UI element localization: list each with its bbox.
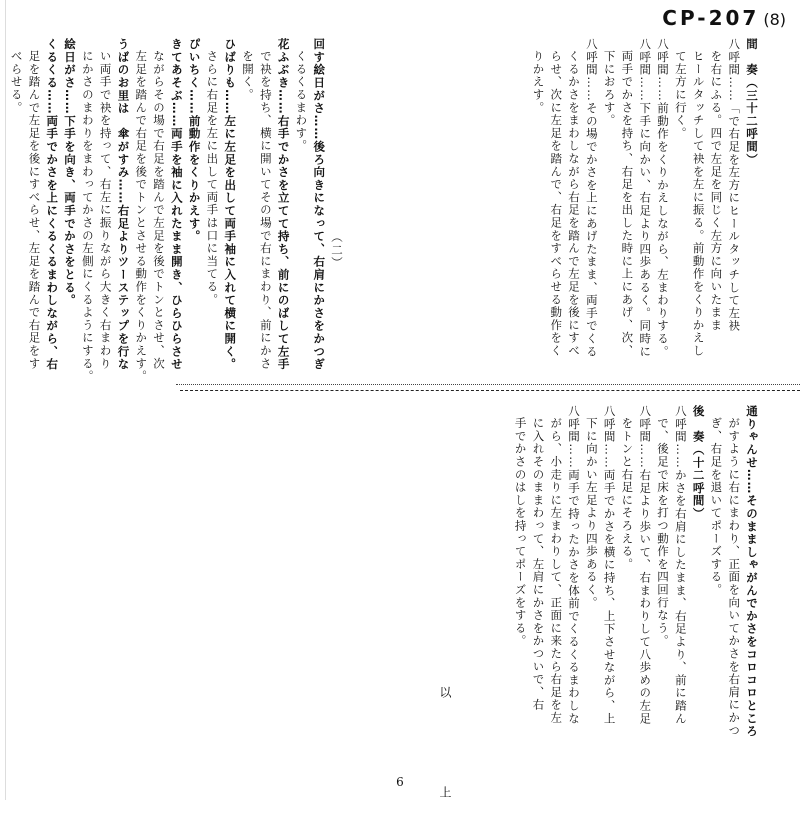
text-line: 八呼間……右足より歩いて、右まわりして八歩めの左足 [638,405,653,725]
page-number: 6 [396,775,404,789]
text-line: 八呼間……下手に向かい、右足より四歩あるく。同時に [638,38,653,358]
text-line: 八呼間……前動作をくりかえしながら、左まわりする。 [656,38,671,358]
text-line: 左足を踏んで右足を後でトンとさせる動作をくりかえす。 [134,50,149,383]
section-number: （二） [330,231,344,270]
text-line: がら、小走りに左まわりして、正面に来たら右足を左 [549,417,564,725]
text-line: ながらその場で右足を踏んで左足を後でトンとさせ、次 [152,50,167,370]
text-line: うばのお里は 傘がすみ……右足よりツーステップを行な [116,38,131,371]
text-line: で袂を持ち、横に開いてその場で右にまわり、前にかさ [258,50,273,370]
text-line: に入れそのままわって、左肩にかさをかついで、右 [531,417,546,712]
text-line: くるくるまわす。 [294,50,309,153]
text-line: ひばりも……左に左足を出して両手袖に入れて横に開く。 [223,38,238,371]
text-line: て左方に行く。 [673,50,688,140]
interlude-section [529,38,760,383]
text-line: 通りゃんせ……そのまましゃがんでかさをコロコロところ [745,405,759,738]
text-line: 花ふぶき……右手でかさを立てて持ち、前にのばして左手 [276,38,291,371]
scan-edge-shadow [5,0,6,800]
text-line: ぴいちく……前動作をくりかえす。 [187,38,202,243]
postlude-heading: 後 奏（十二呼間） [691,405,706,521]
text-line: べらせる。 [9,50,24,114]
text-line: 絵日がさ……下手を向き、両手でかさをとる。 [63,38,78,307]
section-divider-dotted [176,384,800,385]
text-line: らせ、次に左足を踏んで、右足をすべらせる動作をく [549,50,564,358]
document-code [662,6,786,30]
text-line: 両手でかさを持ち、右足を出した時に上にあげ、次、 [620,50,635,358]
part-two-section [7,38,345,383]
text-line: がすように右にまわり、正面を向いてかさを右肩にかつ [727,417,742,737]
text-line: 八呼間……両手で持ったかさを体前でくるくるまわしな [567,405,582,725]
text-line: 手でかさのはしを持ってポーズをする。 [513,417,528,648]
text-line: 八呼間……両手でかさを横に持ち、上下させながら、上 [602,405,617,725]
text-line: ぎ、右足を退いてポーズする。 [709,417,724,597]
text-line: ヒールタッチして袂を左に振る。前動作をくりかえし [691,50,706,358]
postlude-section [511,405,760,760]
text-line: い両手で袂を持って、右左に振りながら大きく右まわり [98,50,113,370]
text-line: りかえす。 [531,50,546,114]
text-line: を右にふる。四で左足を同じく左方に向いたまま [709,50,724,332]
code-label: CP-207 [662,6,760,30]
text-line: くるかさをまわしながら右足を踏んで左足を後にすべ [567,50,582,358]
code-number: (8) [763,10,786,29]
text-line: くるくる……両手でかさを上にくるくるまわしながら、右 [45,38,60,371]
text-line: にかさのまわりをまわってかさの左側にくるようにする。 [80,50,95,383]
text-line: 下におろす。 [602,50,617,127]
text-line: 八呼間……「で右足を左方にヒールタッチして左袂 [727,38,742,333]
section-divider [180,390,800,391]
text-line: きてあそぶ……両手を袖に入れたまま開き、ひらひらさせ [169,38,184,371]
text-line: 八呼間……その場でかさを上にあげたまま、両手でくる [584,38,599,358]
text-line: 足を踏んで左足を後にすべらせ、左足を踏んで右足をす [27,50,42,370]
text-line: をトンと右足にそろえる。 [620,417,635,571]
interlude-heading: 間 奏（三十二呼間） [745,38,759,166]
text-line: さらに右足を左に出して両手は口に当てる。 [205,50,220,306]
text-line: 八呼間……かさを右肩にしたまま、右足より、前に踏ん [673,405,688,725]
end-mark: 以 上 [438,686,452,836]
text-line: で、後足で床を打つ動作を四回行なう。 [656,417,671,648]
text-line: 下に向かい左足より四歩あるく。 [584,417,599,609]
text-line: 回す絵日がさ……後ろ向きになって、右肩にかさをかつぎ [312,38,327,371]
text-line: を開く。 [241,50,256,102]
